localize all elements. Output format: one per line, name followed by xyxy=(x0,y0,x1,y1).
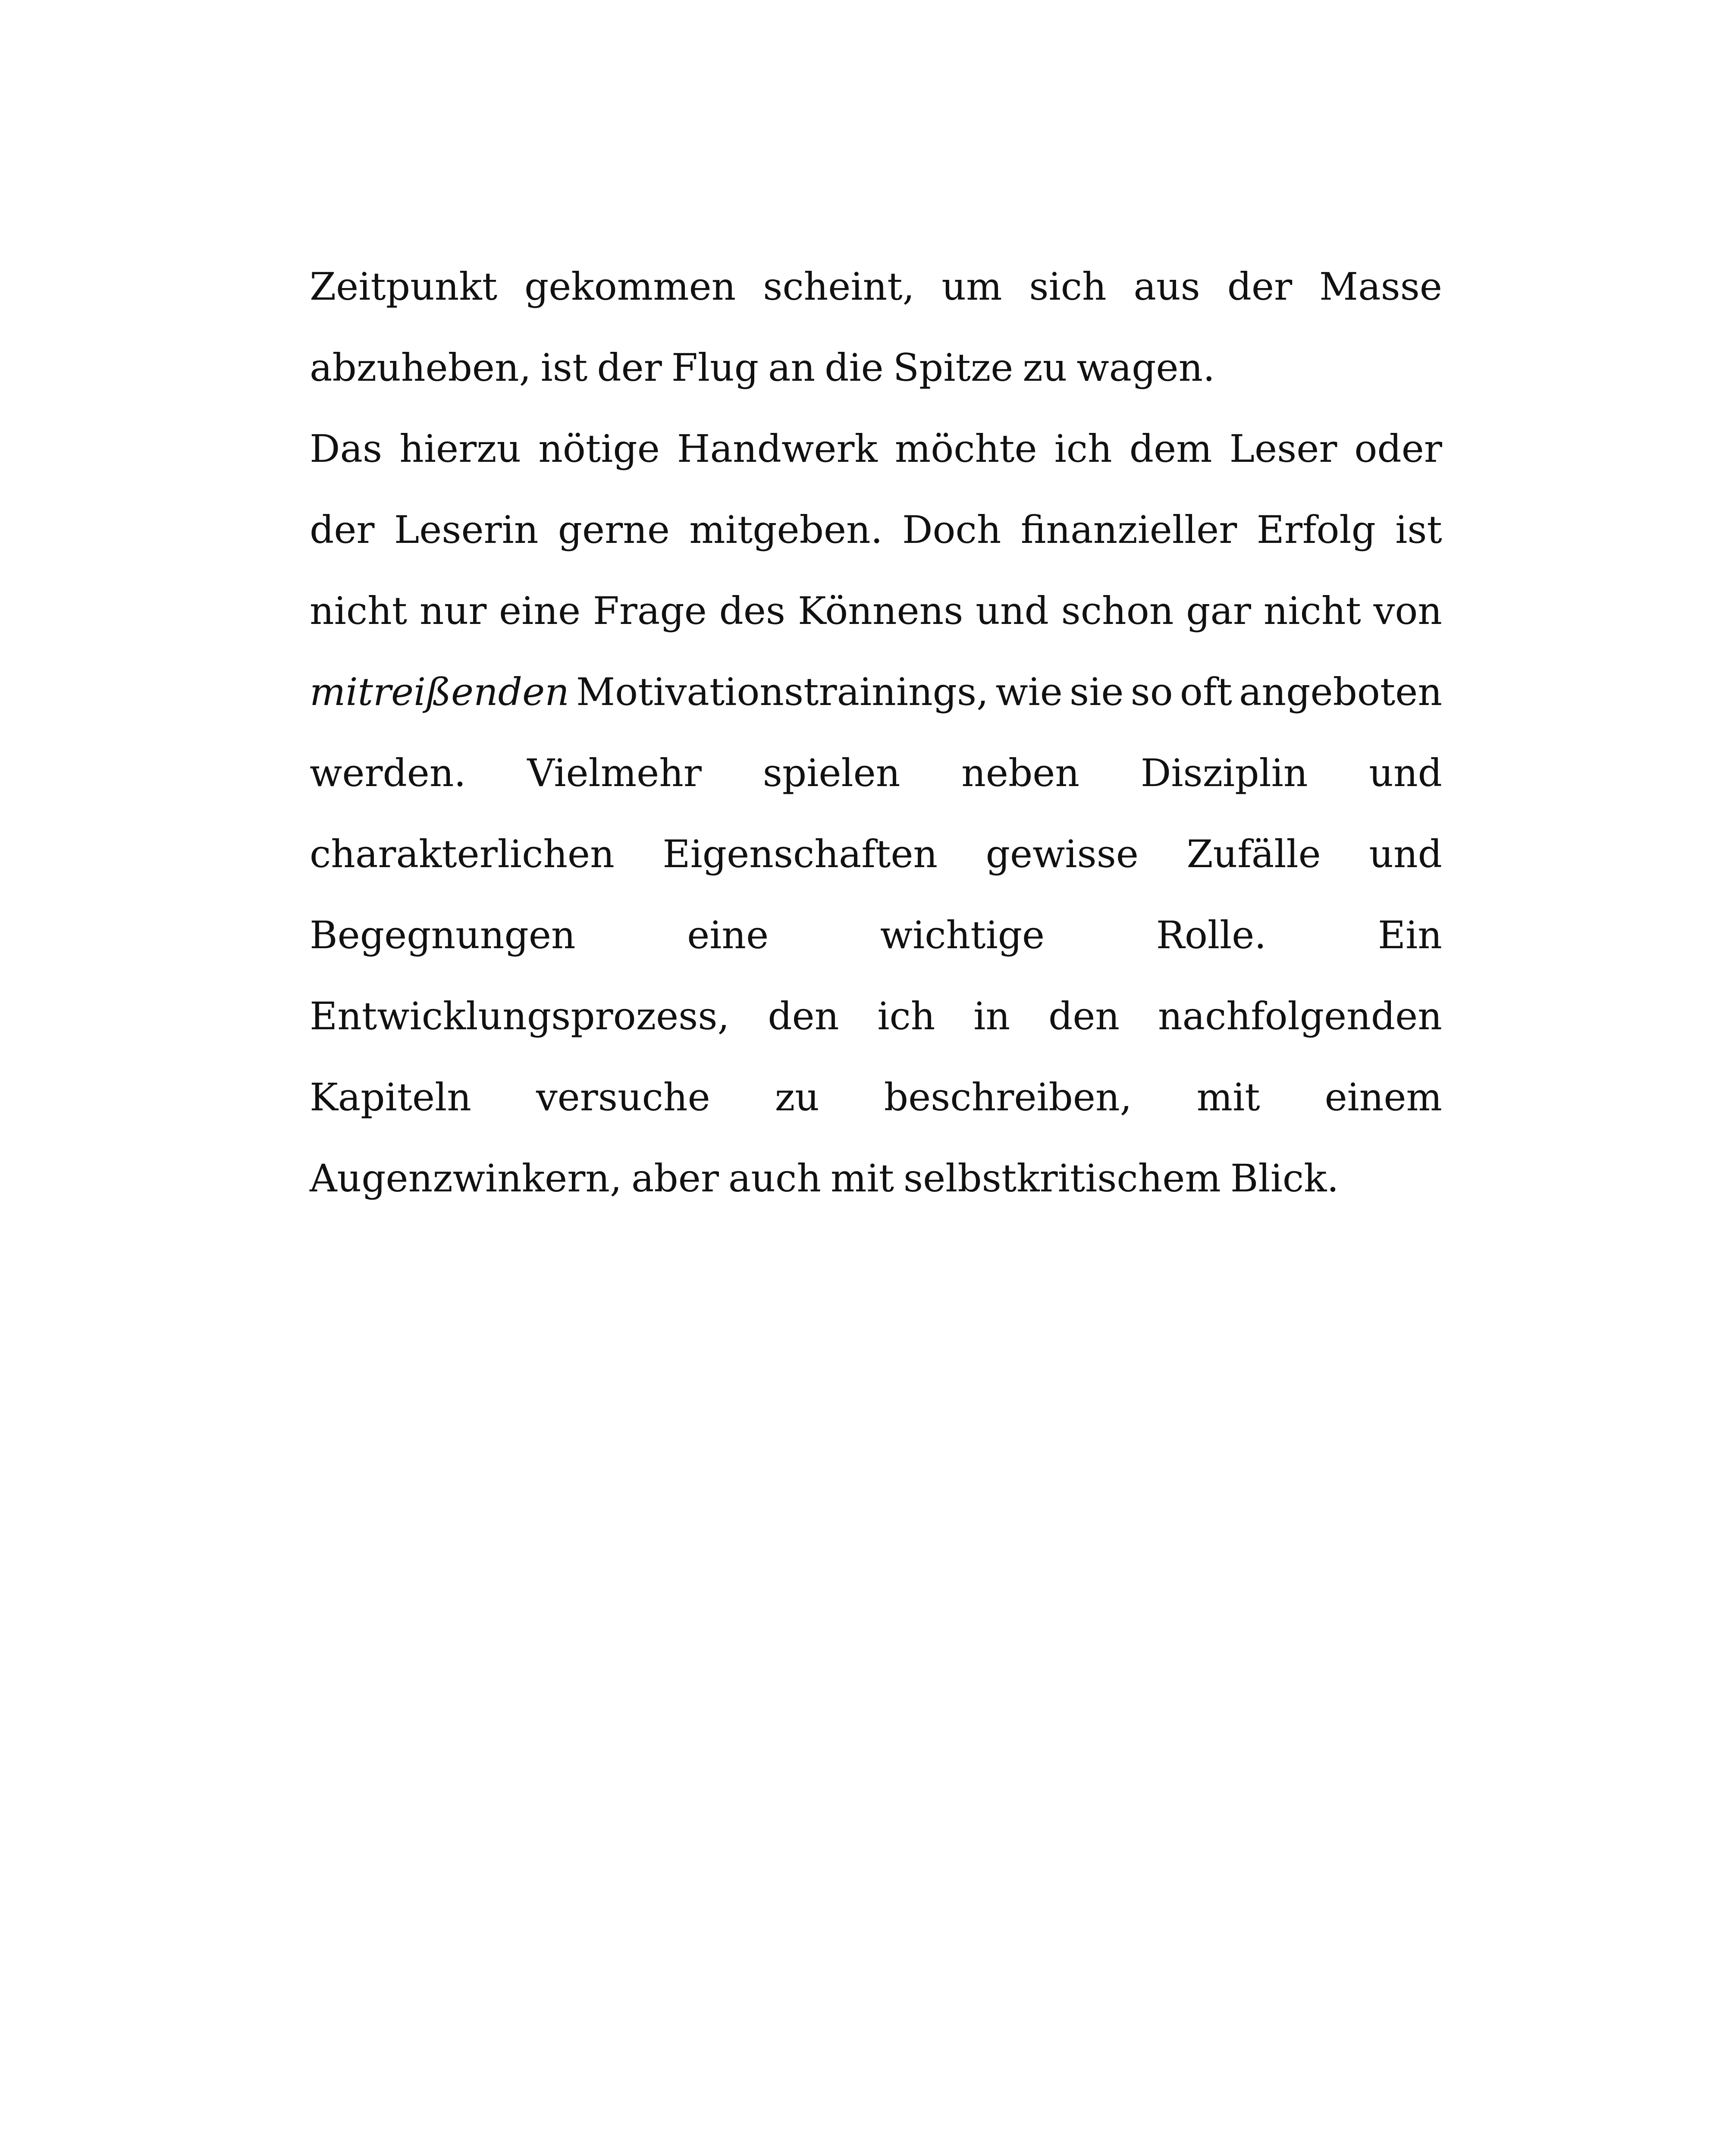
text-word: gerne xyxy=(558,508,670,552)
text-word: spielen xyxy=(762,751,901,795)
text-word: Leser xyxy=(1229,426,1337,471)
text-word: nötige xyxy=(538,426,660,471)
text-word: Disziplin xyxy=(1140,751,1308,795)
text-word: aus xyxy=(1133,264,1200,309)
text-word: Spitze xyxy=(893,345,1013,390)
text-word: Eigenschaften xyxy=(662,832,938,876)
text-word: eine xyxy=(687,913,769,957)
text-word: an xyxy=(768,345,816,390)
text-word: wie xyxy=(995,670,1063,714)
text-word: gekommen xyxy=(524,264,736,309)
text-word: aber xyxy=(631,1156,719,1200)
text-word: möchte xyxy=(894,426,1037,471)
text-word: Kapiteln xyxy=(310,1075,471,1119)
text-word: eine xyxy=(499,589,581,633)
text-word: Doch xyxy=(902,508,1001,552)
text-word: so xyxy=(1130,670,1173,714)
text-word: den xyxy=(1048,994,1120,1038)
text-line xyxy=(310,822,1442,903)
text-word: die xyxy=(825,345,884,390)
text-word: nachfolgenden xyxy=(1158,994,1442,1038)
text-word: und xyxy=(976,589,1049,633)
text-word: gewisse xyxy=(985,832,1139,876)
text-word: Entwicklungsprozess, xyxy=(310,994,730,1038)
text-word: und xyxy=(1369,832,1442,876)
text-word: mitreißenden xyxy=(310,670,569,714)
text-word: abzuheben, xyxy=(310,345,531,390)
text-line xyxy=(310,984,1442,1065)
text-word: in xyxy=(973,994,1010,1038)
text-word: Zeitpunkt xyxy=(310,264,498,309)
text-word: selbstkritischem xyxy=(903,1156,1221,1200)
text-word: oder xyxy=(1354,426,1442,471)
text-word: den xyxy=(768,994,839,1038)
text-word: Handwerk xyxy=(677,426,878,471)
text-word: Vielmehr xyxy=(527,751,702,795)
text-word: beschreiben, xyxy=(884,1075,1132,1119)
text-word: charakterlichen xyxy=(310,832,615,876)
text-word: Motivationstrainings, xyxy=(576,670,989,714)
text-word: oft xyxy=(1180,670,1232,714)
body-text xyxy=(310,254,1442,1227)
text-word: Rolle. xyxy=(1156,913,1267,957)
text-word: nicht xyxy=(1263,589,1361,633)
text-line xyxy=(310,254,1442,335)
text-word: Zufälle xyxy=(1186,832,1321,876)
text-word: sich xyxy=(1029,264,1107,309)
text-line xyxy=(310,741,1442,822)
text-word: zu xyxy=(1023,345,1067,390)
text-word: der xyxy=(1227,264,1293,309)
text-word: Masse xyxy=(1319,264,1442,309)
text-word: ich xyxy=(1054,426,1112,471)
text-word: Frage xyxy=(593,589,707,633)
text-word: Könnens xyxy=(797,589,963,633)
text-line xyxy=(310,498,1442,579)
text-word: der xyxy=(310,508,375,552)
text-word: des xyxy=(719,589,786,633)
text-word: ist xyxy=(1395,508,1442,552)
text-line xyxy=(310,1065,1442,1146)
text-word: sie xyxy=(1070,670,1124,714)
text-word: der xyxy=(597,345,662,390)
text-word: werden. xyxy=(310,751,466,795)
text-word: ich xyxy=(877,994,935,1038)
text-word: mit xyxy=(1196,1075,1260,1119)
text-word: ist xyxy=(540,345,588,390)
text-line xyxy=(310,335,1442,417)
text-line xyxy=(310,660,1442,741)
text-word: Erfolg xyxy=(1256,508,1376,552)
text-word: um xyxy=(941,264,1002,309)
text-word: Das xyxy=(310,426,383,471)
text-word: angeboten xyxy=(1239,670,1442,714)
text-word: versuche xyxy=(536,1075,710,1119)
text-word: gar xyxy=(1186,589,1251,633)
text-word: finanzieller xyxy=(1020,508,1237,552)
text-word: Ein xyxy=(1377,913,1442,957)
text-line xyxy=(310,1146,1442,1227)
text-word: Flug xyxy=(671,345,759,390)
text-line xyxy=(310,579,1442,660)
text-word: von xyxy=(1373,589,1442,633)
text-word: auch xyxy=(728,1156,821,1200)
text-word: zu xyxy=(775,1075,819,1119)
text-word: nicht xyxy=(310,589,408,633)
text-word: nur xyxy=(419,589,487,633)
text-word: hierzu xyxy=(399,426,521,471)
text-word: scheint, xyxy=(763,264,915,309)
text-word: Augenzwinkern, xyxy=(310,1156,622,1200)
text-word: Blick. xyxy=(1230,1156,1339,1200)
text-line xyxy=(310,417,1442,498)
text-word: Begegnungen xyxy=(310,913,576,957)
text-word: mit xyxy=(831,1156,894,1200)
text-word: und xyxy=(1369,751,1442,795)
text-line xyxy=(310,903,1442,984)
text-word: dem xyxy=(1129,426,1212,471)
text-word: wichtige xyxy=(880,913,1045,957)
text-word: neben xyxy=(961,751,1080,795)
text-word: schon xyxy=(1061,589,1174,633)
text-word: mitgeben. xyxy=(689,508,883,552)
text-word: Leserin xyxy=(394,508,539,552)
text-word: wagen. xyxy=(1076,345,1215,390)
text-word: einem xyxy=(1324,1075,1442,1119)
